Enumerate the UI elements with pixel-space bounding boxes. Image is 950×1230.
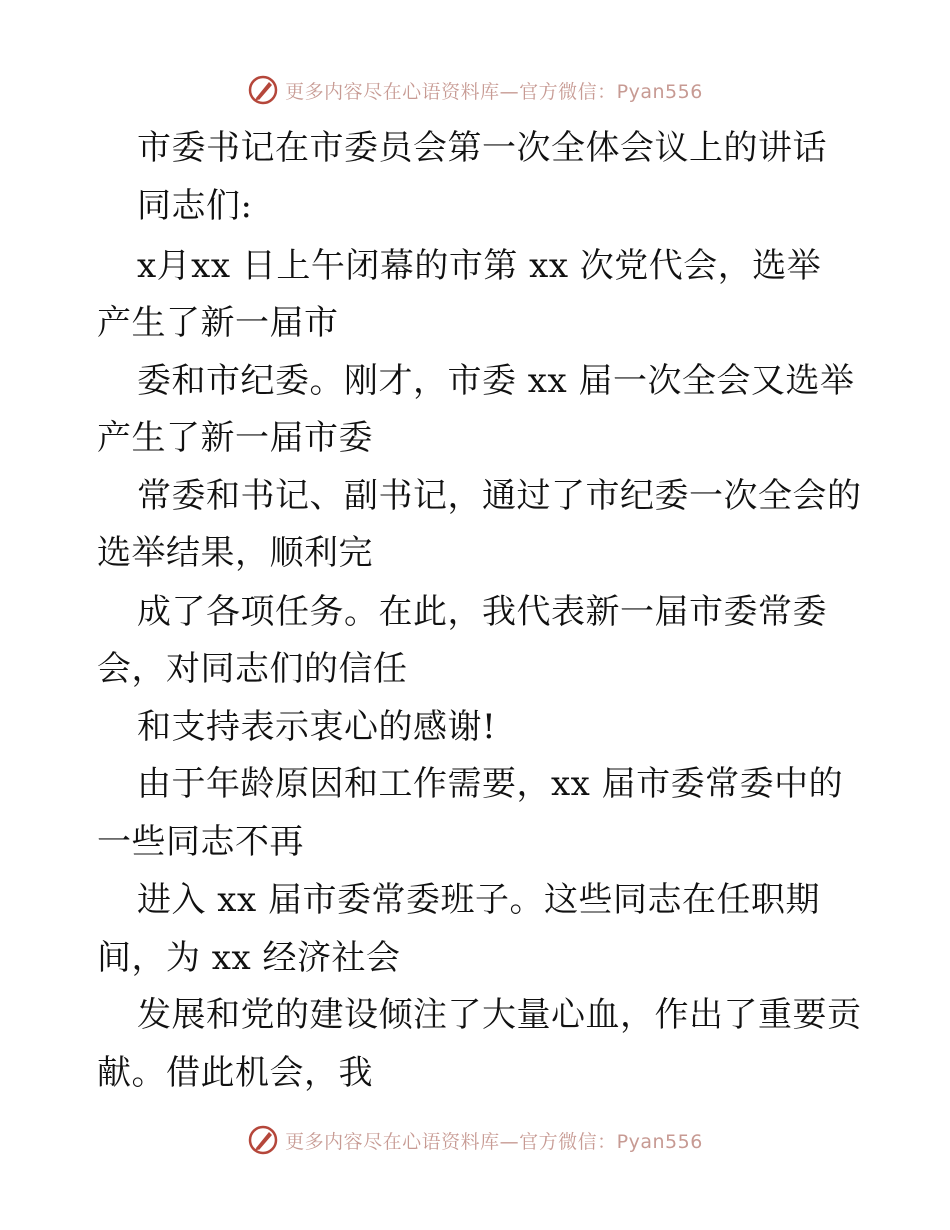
document-title: 市委书记在市委员会第一次全体会议上的讲话 xyxy=(137,128,827,168)
paragraph-line: 一些同志不再 xyxy=(97,822,304,862)
paragraph-line: 和支持表示衷心的感谢! xyxy=(137,707,497,747)
paragraph-line: 发展和党的建设倾注了大量心血，作出了重要贡 xyxy=(137,995,862,1035)
header-banner xyxy=(0,70,950,110)
quill-logo-icon xyxy=(247,1124,279,1156)
paragraph-line: 产生了新一届市委 xyxy=(97,418,373,458)
paragraph-line: 委和市纪委。刚才，市委 xx 届一次全会又选举 xyxy=(137,361,855,401)
banner-text xyxy=(285,77,703,104)
paragraph-line: 会，对同志们的信任 xyxy=(97,649,408,689)
paragraph-line: 间，为 xx 经济社会 xyxy=(97,938,401,978)
paragraph-line: 由于年龄原因和工作需要，xx 届市委常委中的 xyxy=(137,764,844,804)
banner-label: 更多内容尽在心语资料库—官方微信： xyxy=(285,1130,617,1153)
banner-label: 更多内容尽在心语资料库—官方微信： xyxy=(285,80,617,103)
wechat-id: Pyan556 xyxy=(616,1130,703,1153)
paragraph-line: 成了各项任务。在此，我代表新一届市委常委 xyxy=(137,592,827,632)
salutation: 同志们: xyxy=(137,186,253,226)
paragraph-line: 常委和书记、副书记，通过了市纪委一次全会的 xyxy=(137,476,862,516)
paragraph-line: x月xx 日上午闭幕的市第 xx 次党代会，选举 xyxy=(137,246,822,286)
paragraph-line: 产生了新一届市 xyxy=(97,303,339,343)
paragraph-line: 献。借此机会，我 xyxy=(97,1053,373,1093)
banner-text xyxy=(285,1127,703,1154)
paragraph-line: 进入 xx 届市委常委班子。这些同志在任职期 xyxy=(137,880,820,920)
footer-banner xyxy=(0,1120,950,1160)
wechat-id: Pyan556 xyxy=(616,80,703,103)
quill-logo-icon xyxy=(247,74,279,106)
paragraph-line: 选举结果，顺利完 xyxy=(97,533,373,573)
